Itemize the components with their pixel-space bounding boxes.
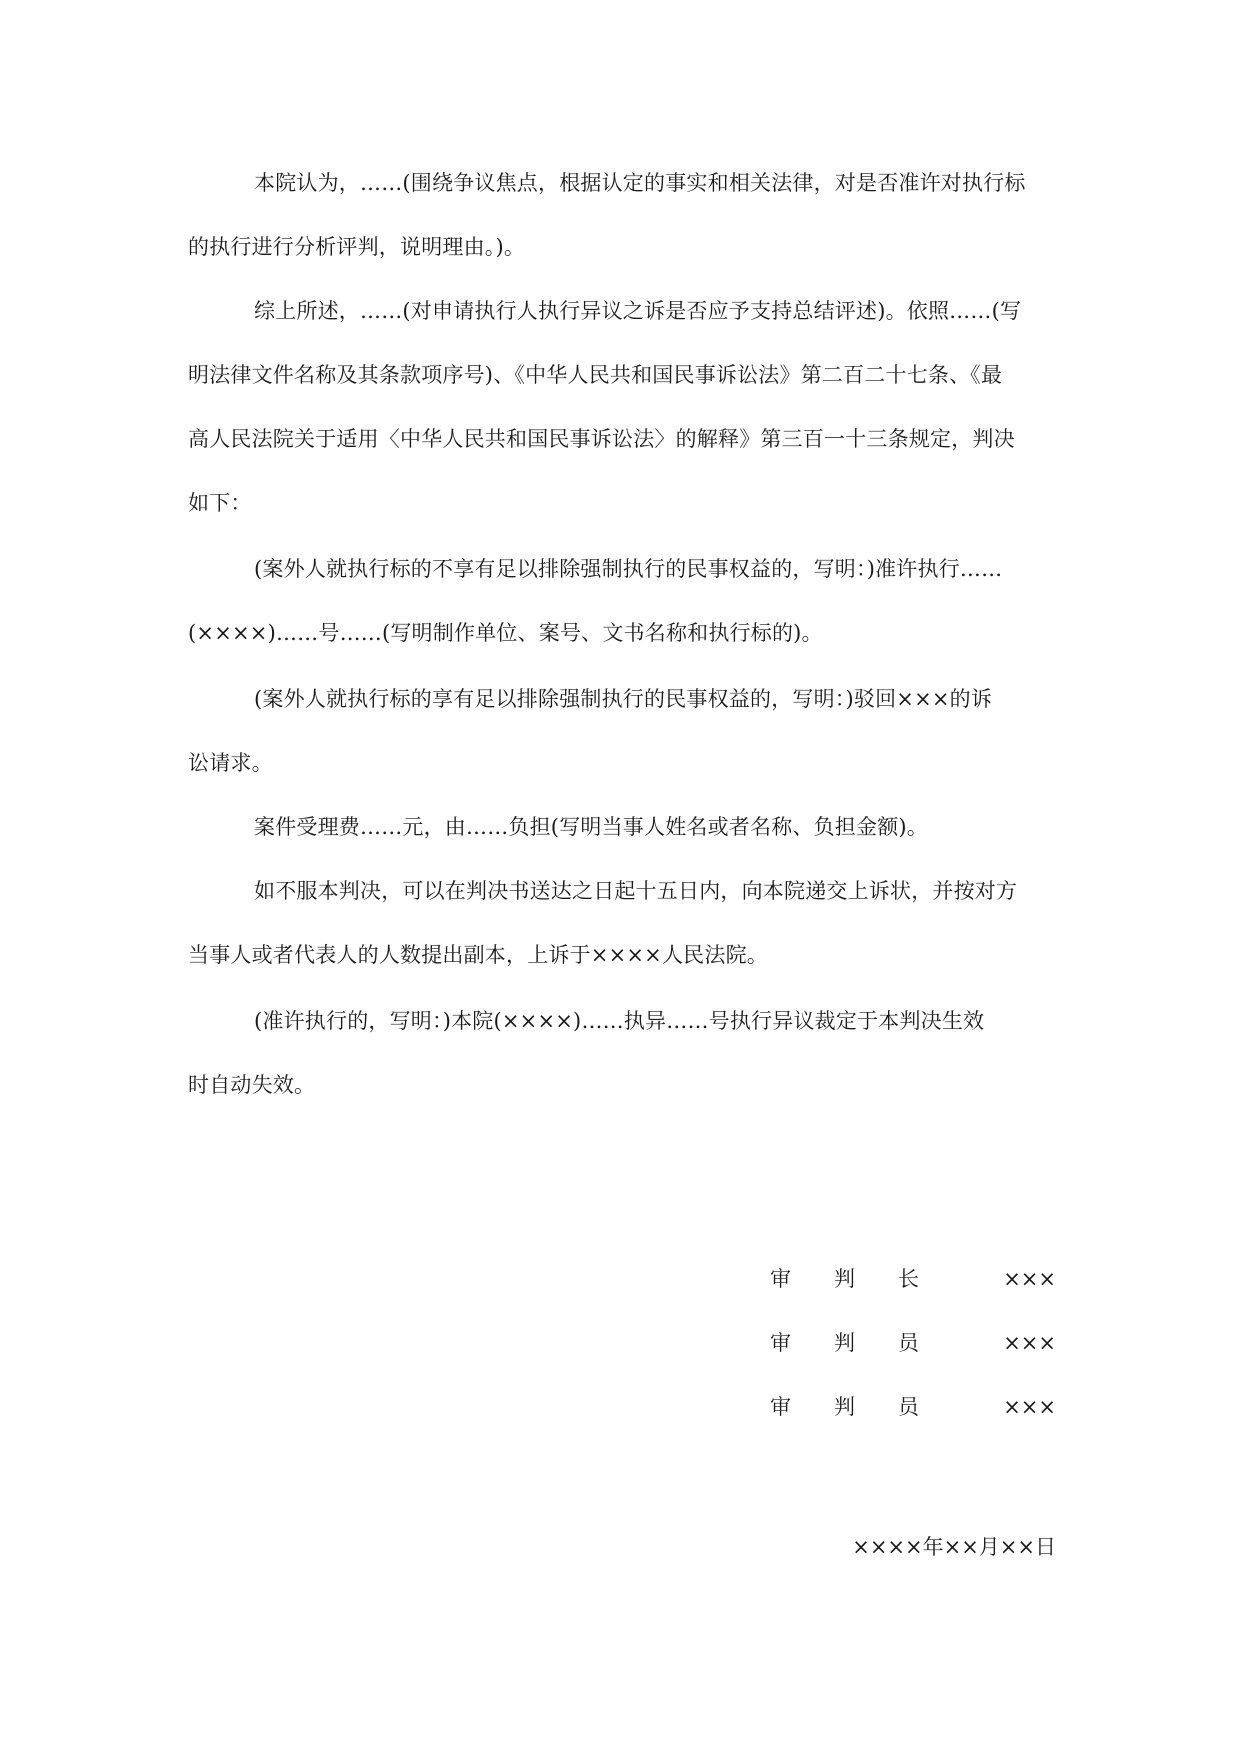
paragraph-2-line-2: 明法律文件名称及其条款项序号)、《中华人民共和国民事诉讼法》第二百二十七条、《最 (188, 363, 1003, 387)
paragraph-6-line-2: 当事人或者代表人的人数提出副本，上诉于××××人民法院。 (188, 943, 768, 967)
signature-judge-2: 审 判 员 ××× (770, 1392, 1056, 1422)
signature-name: ××× (1003, 1395, 1056, 1419)
paragraph-7-line-1: (准许执行的，写明：)本院(××××)……执异……号执行异议裁定于本判决生效 (254, 1009, 985, 1033)
paragraph-3-line-1: (案外人就执行标的不享有足以排除强制执行的民事权益的，写明：)准许执行…… (254, 557, 1003, 581)
paragraph-2-line-3: 高人民法院关于适用〈中华人民共和国民事诉讼法〉的解释》第三百一十三条规定，判决 (188, 427, 1015, 451)
paragraph-2-line-4: 如下： (188, 491, 252, 515)
paragraph-4-line-1: (案外人就执行标的享有足以排除强制执行的民事权益的，写明：)驳回×××的诉 (254, 687, 993, 711)
paragraph-6-line-1: 如不服本判决，可以在判决书送达之日起十五日内，向本院递交上诉状，并按对方 (254, 879, 1018, 903)
paragraph-3-line-2: (××××)……号……(写明制作单位、案号、文书名称和执行标的)。 (188, 621, 823, 645)
paragraph-5-line-1: 案件受理费……元，由……负担(写明当事人姓名或者名称、负担金额)。 (254, 815, 928, 839)
signature-judge-1: 审 判 员 ××× (770, 1328, 1056, 1358)
signature-presiding-judge: 审 判 长 ××× (770, 1264, 1056, 1294)
paragraph-2-line-1: 综上所述，……(对申请执行人执行异议之诉是否应予支持总结评述)。依照……(写 (254, 299, 1022, 323)
paragraph-7-line-2: 时自动失效。 (188, 1073, 316, 1097)
paragraph-1-line-2: 的执行进行分析评判，说明理由。)。 (188, 235, 526, 259)
paragraph-4-line-2: 讼请求。 (188, 751, 273, 775)
paragraph-1-line-1: 本院认为，……(围绕争议焦点，根据认定的事实和相关法律，对是否准许对执行标 (254, 171, 1026, 195)
signature-name: ××× (1003, 1267, 1056, 1291)
signature-name: ××× (1003, 1331, 1056, 1355)
judgment-date: ××××年××月××日 (852, 1535, 1056, 1559)
